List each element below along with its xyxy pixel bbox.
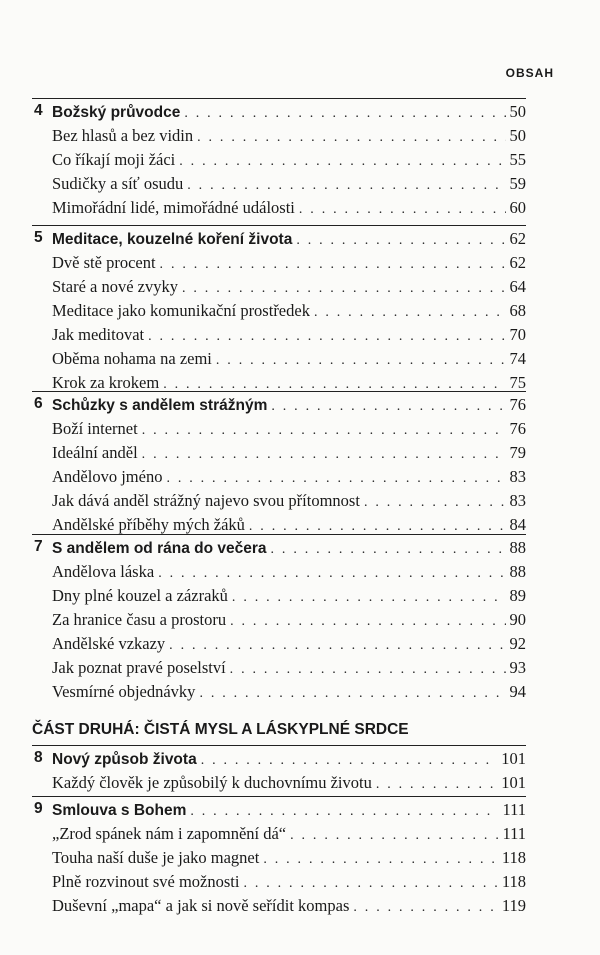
entry-title: Nový způsob života	[52, 751, 197, 768]
chapter-rule	[32, 745, 526, 746]
dot-leader	[376, 777, 497, 793]
entry-title: Dvě stě procent	[52, 253, 156, 272]
dot-leader	[216, 353, 506, 369]
dot-leader	[296, 233, 505, 249]
page-number: 74	[509, 349, 526, 368]
dot-leader	[201, 753, 498, 769]
chapter-entry[interactable]	[52, 102, 526, 124]
chapter-entry[interactable]	[52, 800, 526, 822]
entry-title: Božský průvodce	[52, 104, 181, 121]
page-number: 79	[509, 443, 526, 462]
entry-title: Meditace jako komunikační prostředek	[52, 301, 310, 320]
dot-leader	[142, 447, 506, 463]
entry-title: Každý člověk je způsobilý k duchovnímu životu	[52, 773, 372, 792]
dot-leader	[187, 178, 505, 194]
page-number: 119	[501, 896, 526, 915]
entry-title: Andělské vzkazy	[52, 634, 166, 653]
page-number: 70	[509, 325, 526, 344]
dot-leader	[197, 130, 505, 146]
entry-title: Jak poznat pravé poselství	[52, 658, 226, 677]
chapter-rule	[32, 796, 526, 797]
section-entry[interactable]	[52, 872, 526, 894]
dot-leader	[160, 257, 506, 273]
section-entry[interactable]	[52, 349, 526, 371]
page-number: 90	[509, 610, 526, 629]
chapter-entry[interactable]	[52, 395, 526, 417]
entry-title: Co říkají moji žáci	[52, 150, 176, 169]
page-number: 76	[509, 395, 526, 414]
section-entry[interactable]	[52, 419, 526, 441]
chapter-rule	[32, 98, 526, 99]
section-entry[interactable]	[52, 325, 526, 347]
entry-title: „Zrod spánek nám i zapomnění dá“	[52, 824, 287, 843]
page-number: 88	[509, 538, 526, 557]
dot-leader	[249, 519, 506, 535]
dot-leader	[179, 154, 505, 170]
chapter-number: 4	[34, 102, 43, 119]
page-number: 94	[509, 682, 526, 701]
entry-title: Dny plné kouzel a zázraků	[52, 586, 228, 605]
chapter-entry[interactable]	[52, 749, 526, 771]
dot-leader	[243, 876, 497, 892]
chapter-rule	[32, 391, 526, 392]
page-number: 55	[509, 150, 526, 169]
section-entry[interactable]	[52, 253, 526, 275]
part-two-heading: ČÁST DRUHÁ: ČISTÁ MYSL A LÁSKYPLNÉ SRDCE	[32, 721, 409, 738]
entry-title: Plně rozvinout své možnosti	[52, 872, 240, 891]
page-number: 62	[509, 229, 526, 248]
section-entry[interactable]	[52, 198, 526, 220]
chapter-number: 8	[34, 749, 43, 766]
section-entry[interactable]	[52, 773, 526, 795]
page-number: 101	[501, 749, 526, 768]
entry-title: Andělova láska	[52, 562, 155, 581]
section-entry[interactable]	[52, 610, 526, 632]
chapter-number: 9	[34, 800, 43, 817]
section-entry[interactable]	[52, 658, 526, 680]
page-number: 62	[509, 253, 526, 272]
dot-leader	[142, 423, 506, 439]
section-entry[interactable]	[52, 848, 526, 870]
dot-leader	[232, 590, 506, 606]
entry-title: Za hranice času a prostoru	[52, 610, 227, 629]
chapter-number: 5	[34, 229, 43, 246]
page-number: 60	[509, 198, 526, 217]
dot-leader	[271, 399, 505, 415]
entry-title: Smlouva s Bohem	[52, 802, 187, 819]
dot-leader	[184, 106, 505, 122]
page-number: 118	[501, 848, 526, 867]
page-number: 101	[501, 773, 526, 792]
section-entry[interactable]	[52, 443, 526, 465]
entry-title: Krok za krokem	[52, 373, 160, 392]
page-number: 83	[509, 467, 526, 486]
dot-leader	[169, 638, 505, 654]
dot-leader	[148, 329, 505, 345]
page-number: 68	[509, 301, 526, 320]
entry-title: Andělovo jméno	[52, 467, 163, 486]
section-entry[interactable]	[52, 896, 526, 918]
dot-leader	[166, 471, 505, 487]
page-number: 76	[509, 419, 526, 438]
chapter-rule	[32, 225, 526, 226]
chapter-number: 7	[34, 538, 43, 555]
dot-leader	[299, 202, 506, 218]
section-entry[interactable]	[52, 126, 526, 148]
chapter-entry[interactable]	[52, 229, 526, 251]
section-entry[interactable]	[52, 562, 526, 584]
dot-leader	[290, 828, 498, 844]
page-number: 50	[509, 102, 526, 121]
page-number: 93	[509, 658, 526, 677]
chapter-entry[interactable]	[52, 538, 526, 560]
page-number: 59	[509, 174, 526, 193]
section-entry[interactable]	[52, 634, 526, 656]
page-number: 50	[509, 126, 526, 145]
entry-title: Schůzky s andělem strážným	[52, 397, 268, 414]
entry-title: Andělské příběhy mých žáků	[52, 515, 245, 534]
page-number: 111	[502, 800, 526, 819]
page-number: 84	[509, 515, 526, 534]
page-number: 64	[509, 277, 526, 296]
entry-title: Mimořádní lidé, mimořádné události	[52, 198, 295, 217]
dot-leader	[182, 281, 506, 297]
section-entry[interactable]	[52, 174, 526, 196]
dot-leader	[190, 804, 498, 820]
page-number: 75	[509, 373, 526, 392]
running-header: OBSAH	[505, 66, 554, 80]
entry-title: Jak meditovat	[52, 325, 145, 344]
entry-title: Meditace, kouzelné koření života	[52, 231, 293, 248]
dot-leader	[271, 542, 506, 558]
chapter-number: 6	[34, 395, 43, 412]
section-entry[interactable]	[52, 301, 526, 323]
dot-leader	[199, 686, 505, 702]
entry-title: Ideální anděl	[52, 443, 138, 462]
entry-title: Bez hlasů a bez vidin	[52, 126, 194, 145]
section-entry[interactable]	[52, 150, 526, 172]
page-number: 92	[509, 634, 526, 653]
dot-leader	[230, 662, 506, 678]
dot-leader	[230, 614, 505, 630]
entry-title: Boží internet	[52, 419, 138, 438]
page-number: 111	[502, 824, 526, 843]
entry-title: Duševní „mapa“ a jak si nově seřídit kompas	[52, 896, 350, 915]
entry-title: Vesmírné objednávky	[52, 682, 196, 701]
entry-title: Touha naší duše je jako magnet	[52, 848, 260, 867]
page-number: 88	[509, 562, 526, 581]
entry-title: S andělem od rána do večera	[52, 540, 267, 557]
section-entry[interactable]	[52, 277, 526, 299]
dot-leader	[364, 495, 506, 511]
section-entry[interactable]	[52, 491, 526, 513]
dot-leader	[314, 305, 506, 321]
page-number: 89	[509, 586, 526, 605]
entry-title: Oběma nohama na zemi	[52, 349, 212, 368]
section-entry[interactable]	[52, 467, 526, 489]
dot-leader	[353, 900, 497, 916]
section-entry[interactable]	[52, 824, 526, 846]
page-number: 118	[501, 872, 526, 891]
chapter-rule	[32, 534, 526, 535]
dot-leader	[158, 566, 505, 582]
entry-title: Jak dává anděl strážný najevo svou přítomnost	[52, 491, 360, 510]
entry-title: Sudičky a síť osudu	[52, 174, 184, 193]
page-number: 83	[509, 491, 526, 510]
entry-title: Staré a nové zvyky	[52, 277, 178, 296]
section-entry[interactable]	[52, 682, 526, 704]
section-entry[interactable]	[52, 586, 526, 608]
dot-leader	[263, 852, 498, 868]
